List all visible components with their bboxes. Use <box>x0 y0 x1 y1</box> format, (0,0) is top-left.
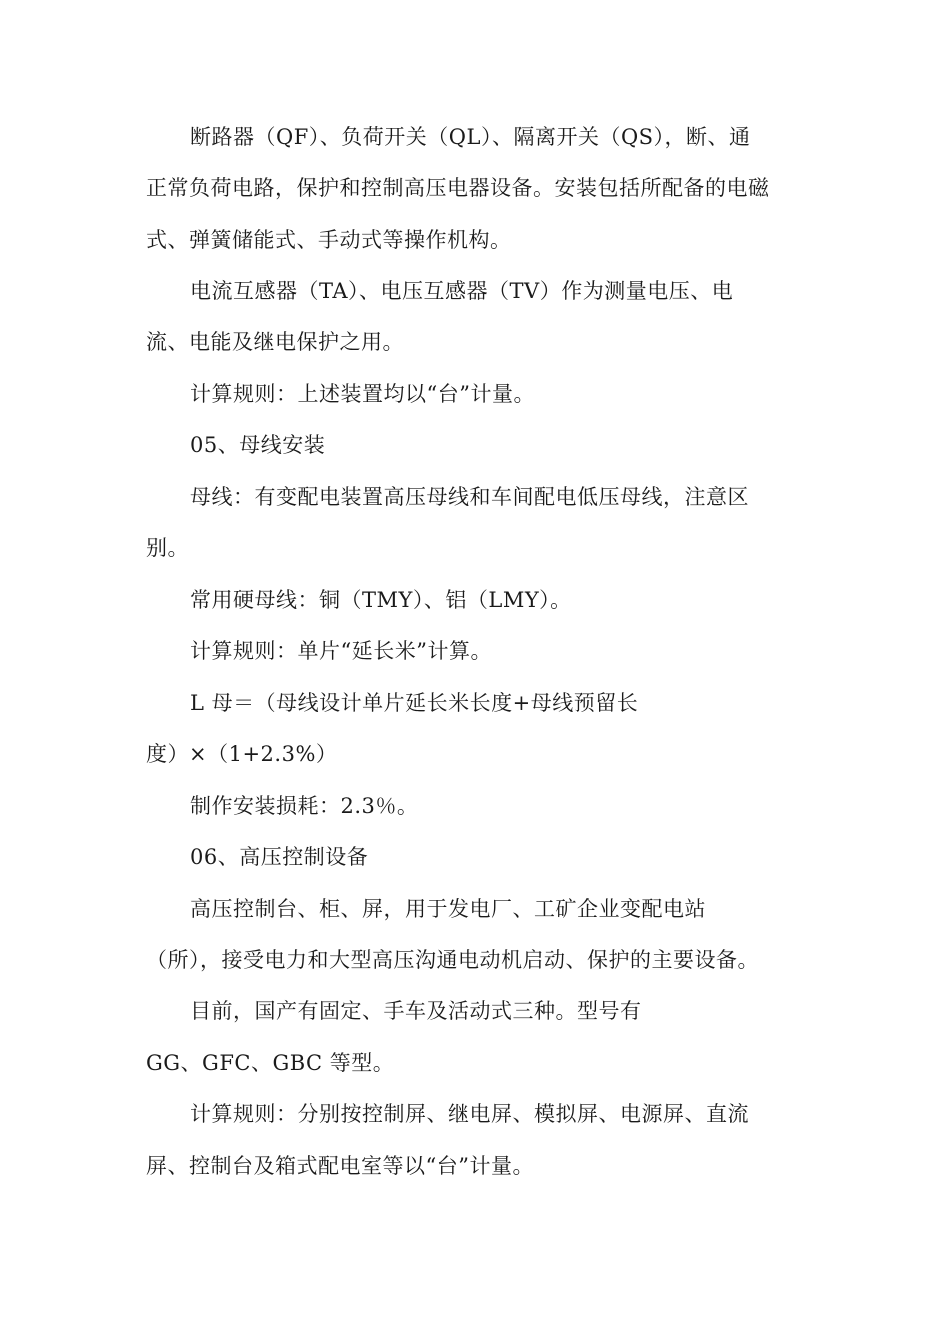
text-line-transformers: 电流互感器（TA）、电压互感器（TV）作为测量电压、电 <box>190 279 734 303</box>
text-line-formula: L 母＝（母线设计单片延长米长度+母线预留长 <box>190 691 639 715</box>
text-line-rule-device: 计算规则：上述装置均以“台”计量。 <box>190 382 535 406</box>
text-line-hv-control: 高压控制台、柜、屏，用于发电厂、工矿企业变配电站 <box>190 897 706 921</box>
text-line-loss: 制作安装损耗：2.3％。 <box>190 794 419 818</box>
text-line-breakers-cont: 正常负荷电路，保护和控制高压电器设备。安装包括所配备的电磁 <box>146 176 770 200</box>
section-heading-busbar: 05、母线安装 <box>190 433 326 457</box>
text-line-hard-busbar: 常用硬母线：铜（TMY）、铝（LMY）。 <box>190 588 572 612</box>
text-line-breakers-end: 式、弹簧储能式、手动式等操作机构。 <box>146 228 512 252</box>
text-line-busbar: 母线：有变配电装置高压母线和车间配电低压母线，注意区 <box>190 485 749 509</box>
text-line-rule-length: 计算规则：单片“延长米”计算。 <box>190 639 492 663</box>
text-line-breakers: 断路器（QF）、负荷开关（QL）、隔离开关（QS），断、通 <box>190 125 751 149</box>
text-line-models: GG、GFC、GBC 等型。 <box>146 1051 395 1075</box>
text-line-formula-end: 度）×（1+2.3%） <box>146 742 338 766</box>
section-heading-hv-control: 06、高压控制设备 <box>190 845 369 869</box>
text-line-hv-control-end: （所），接受电力和大型高压沟通电动机启动、保护的主要设备。 <box>146 948 759 972</box>
text-line-busbar-end: 别。 <box>146 536 189 560</box>
text-line-rule-panels-end: 屏、控制台及箱式配电室等以“台”计量。 <box>146 1154 534 1178</box>
text-line-domestic-types: 目前，国产有固定、手车及活动式三种。型号有 <box>190 999 642 1023</box>
text-line-rule-panels: 计算规则：分别按控制屏、继电屏、模拟屏、电源屏、直流 <box>190 1102 749 1126</box>
text-line-transformers-end: 流、电能及继电保护之用。 <box>146 330 404 354</box>
